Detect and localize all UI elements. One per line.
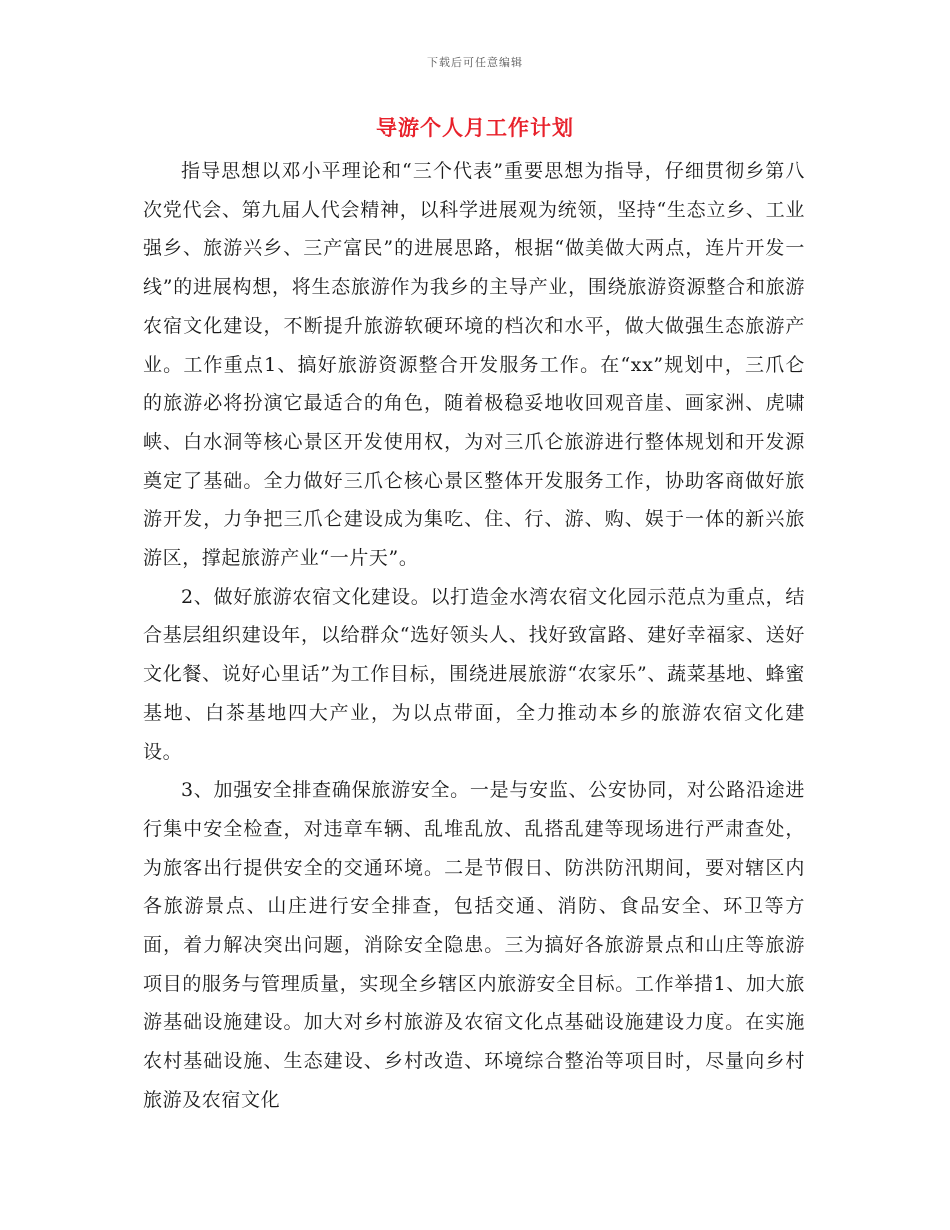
paragraph-2: 2、做好旅游农宿文化建设。以打造金水湾农宿文化园示范点为重点，结合基层组织建设年，以给群众“选好领头人、找好致富路、建好幸福家、送好文化餐、说好心里话”为工作目标，围绕进展旅游“农家乐”、蔬菜基地、蜂蜜基地、白茶基地四大产业，为以点带面，全力推动本乡的旅游农宿文化建设。 <box>143 585 805 763</box>
document-body <box>143 152 805 1120</box>
paragraph-1: 指导思想以邓小平理论和“三个代表”重要思想为指导，仔细贯彻乡第八次党代会、第九届人代会精神，以科学进展观为统领，坚持“生态立乡、工业强乡、旅游兴乡、三产富民”的进展思路，根据“做美做大两点，连片开发一线”的进展构想，将生态旅游作为我乡的主导产业，围绕旅游资源整合和旅游农宿文化建设，不断提升旅游软硬环境的档次和水平，做大做强生态旅游产业。工作重点1、搞好旅游资源整合开发服务工作。在“xx”规划中，三爪仑的旅游必将扮演它最适合的角色，随着极稳妥地收回观音崖、画家洲、虎啸峡、白水洞等核心景区开发使用权，为对三爪仑旅游进行整体规划和开发源奠定了基础。全力做好三爪仑核心景区整体开发服务工作，协助客商做好旅游开发，力争把三爪仑建设成为集吃、住、行、游、购、娱于一体的新兴旅游区，撑起旅游产业“一片天”。 <box>143 160 805 570</box>
page-title: 导游个人月工作计划 <box>376 116 574 140</box>
header-note: 下载后可任意编辑 <box>427 56 523 69</box>
paragraph-3: 3、加强安全排查确保旅游安全。一是与安监、公安协同，对公路沿途进行集中安全检查，对违章车辆、乱堆乱放、乱搭乱建等现场进行严肃查处，为旅客出行提供安全的交通环境。二是节假日、防洪防汛期间，要对辖区内各旅游景点、山庄进行安全排查，包括交通、消防、食品安全、环卫等方面，着力解决突出问题，消除安全隐患。三为搞好各旅游景点和山庄等旅游项目的服务与管理质量，实现全乡辖区内旅游安全目标。工作举措1、加大旅游基础设施建设。加大对乡村旅游及农宿文化点基础设施建设力度。在实施农村基础设施、生态建设、乡村改造、环境综合整治等项目时，尽量向乡村旅游及农宿文化 <box>143 779 805 1111</box>
